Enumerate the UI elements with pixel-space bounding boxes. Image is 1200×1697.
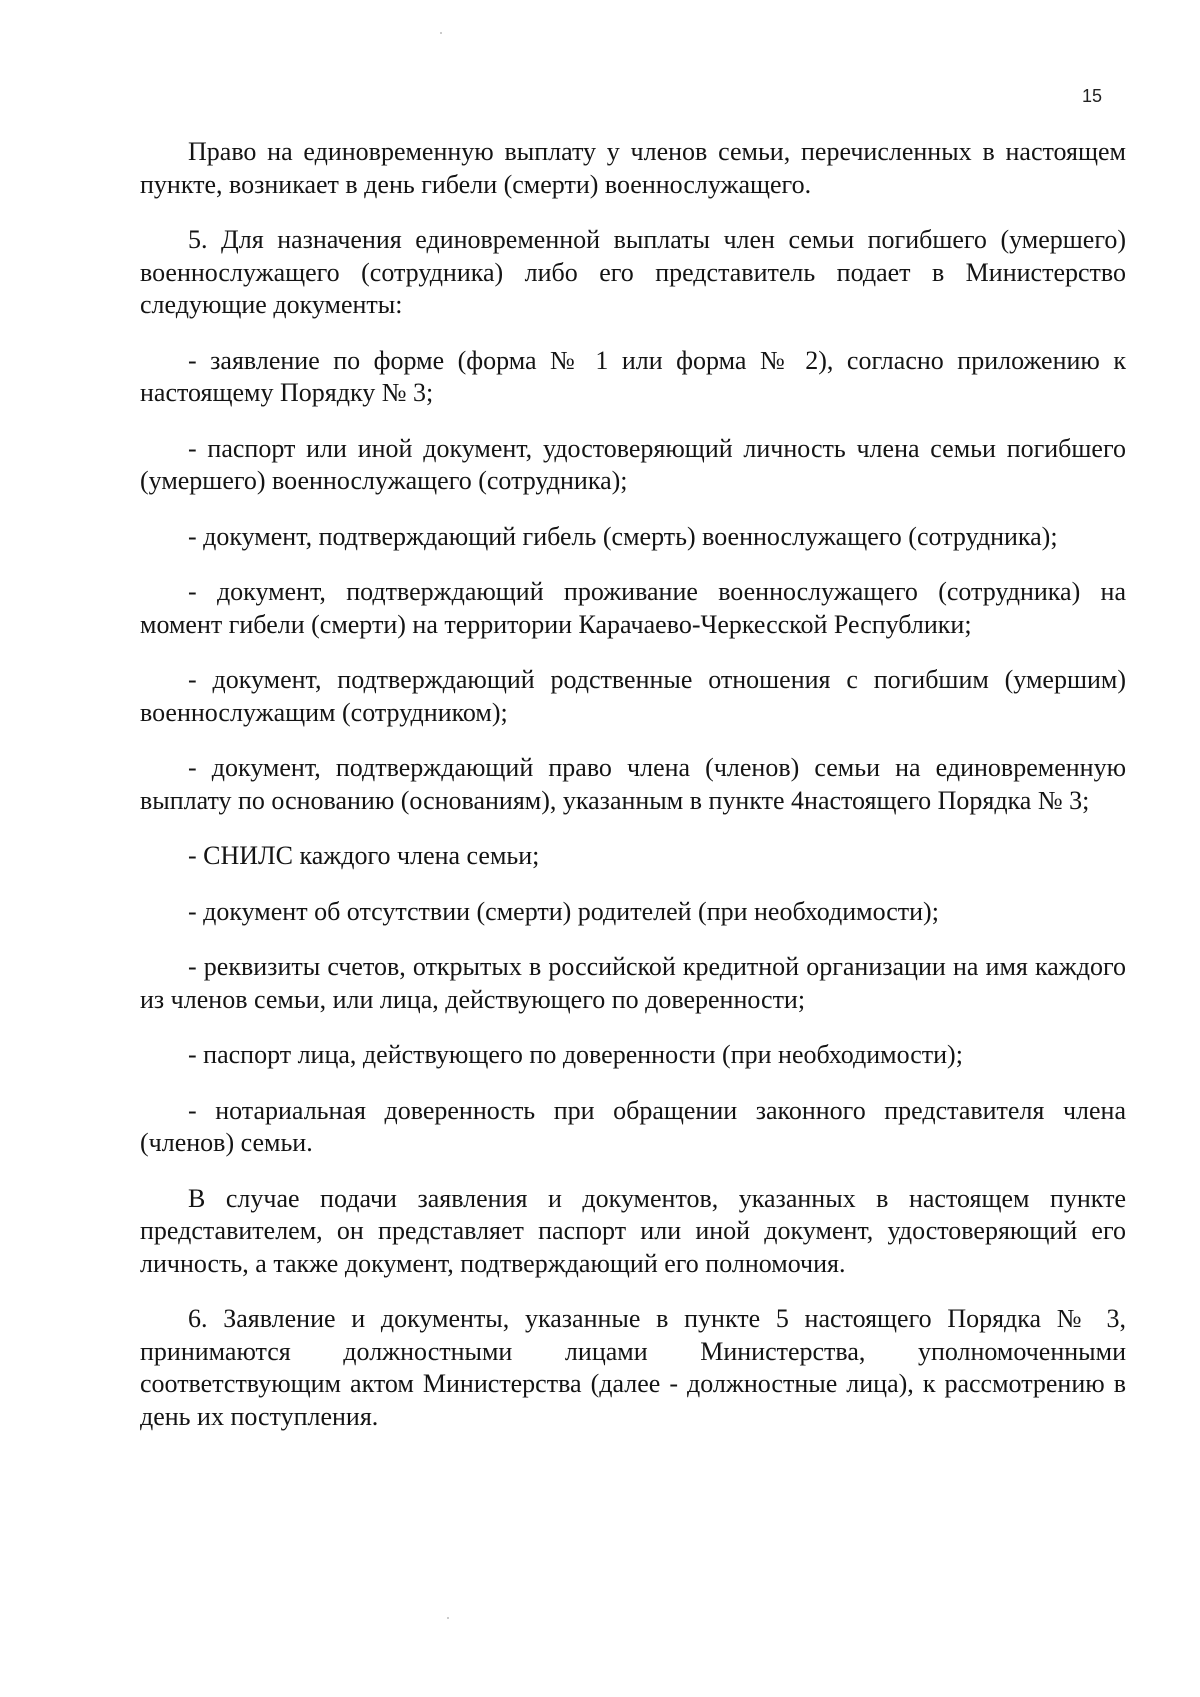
list-item-snils: - СНИЛС каждого члена семьи; xyxy=(188,841,540,870)
list-item-proxy-passport: - паспорт лица, действующего по доверенности (при необходимости); xyxy=(188,1040,963,1069)
paragraph-item-6: 6. Заявление и документы, указанные в пункте 5 настоящего Порядка № 3, принимаются должностными лицами Министерства, уполномоченными соответствующим актом Министерства (далее - должностные лица), к рассмотрению в день их поступления. xyxy=(140,1304,1126,1431)
document-body xyxy=(140,136,1126,1456)
paragraph-representative: В случае подачи заявления и документов, указанных в настоящем пункте представителем, он представляет паспорт или иной документ, удостоверяющий его личность, а также документ, подтверждающий его полномочия. xyxy=(140,1183,1126,1278)
list-item-kinship-document: - документ, подтверждающий родственные отношения с погибшим (умершим) военнослужащим (сотрудником); xyxy=(140,665,1126,727)
scan-speck xyxy=(447,1617,449,1619)
paragraph-item-5: 5. Для назначения единовременной выплаты член семьи погибшего (умершего) военнослужащего (сотрудника) либо его представитель подает в Министерство следующие документы: xyxy=(140,225,1126,319)
scan-speck xyxy=(440,32,442,34)
list-item-passport: - паспорт или иной документ, удостоверяющий личность члена семьи погибшего (умершего) военнослужащего (сотрудника); xyxy=(140,433,1126,495)
list-item-right-document: - документ, подтверждающий право члена (членов) семьи на единовременную выплату по основанию (основаниям), указанным в пункте 4настоящего Порядка № 3; xyxy=(140,753,1126,815)
page-number: 15 xyxy=(1081,86,1102,106)
paragraph-right-arises: Право на единовременную выплату у членов семьи, перечисленных в настоящем пункте, возникает в день гибели (смерти) военнослужащего. xyxy=(140,137,1126,199)
list-item-residence-document: - документ, подтверждающий проживание военнослужащего (сотрудника) на момент гибели (смерти) на территории Карачаево-Черкесской Республики; xyxy=(140,577,1126,639)
list-item-notarial-power: - нотариальная доверенность при обращении законного представителя члена (членов) семьи. xyxy=(140,1095,1126,1157)
list-item-parents-absence: - документ об отсутствии (смерти) родителей (при необходимости); xyxy=(188,896,939,926)
list-item-application: - заявление по форме (форма № 1 или форма № 2), согласно приложению к настоящему Порядку № 3; xyxy=(140,345,1126,407)
list-item-death-document: - документ, подтверждающий гибель (смерть) военнослужащего (сотрудника); xyxy=(188,521,1058,551)
list-item-bank-details: - реквизиты счетов, открытых в российской кредитной организации на имя каждого из членов семьи, или лица, действующего по доверенности; xyxy=(140,952,1126,1014)
